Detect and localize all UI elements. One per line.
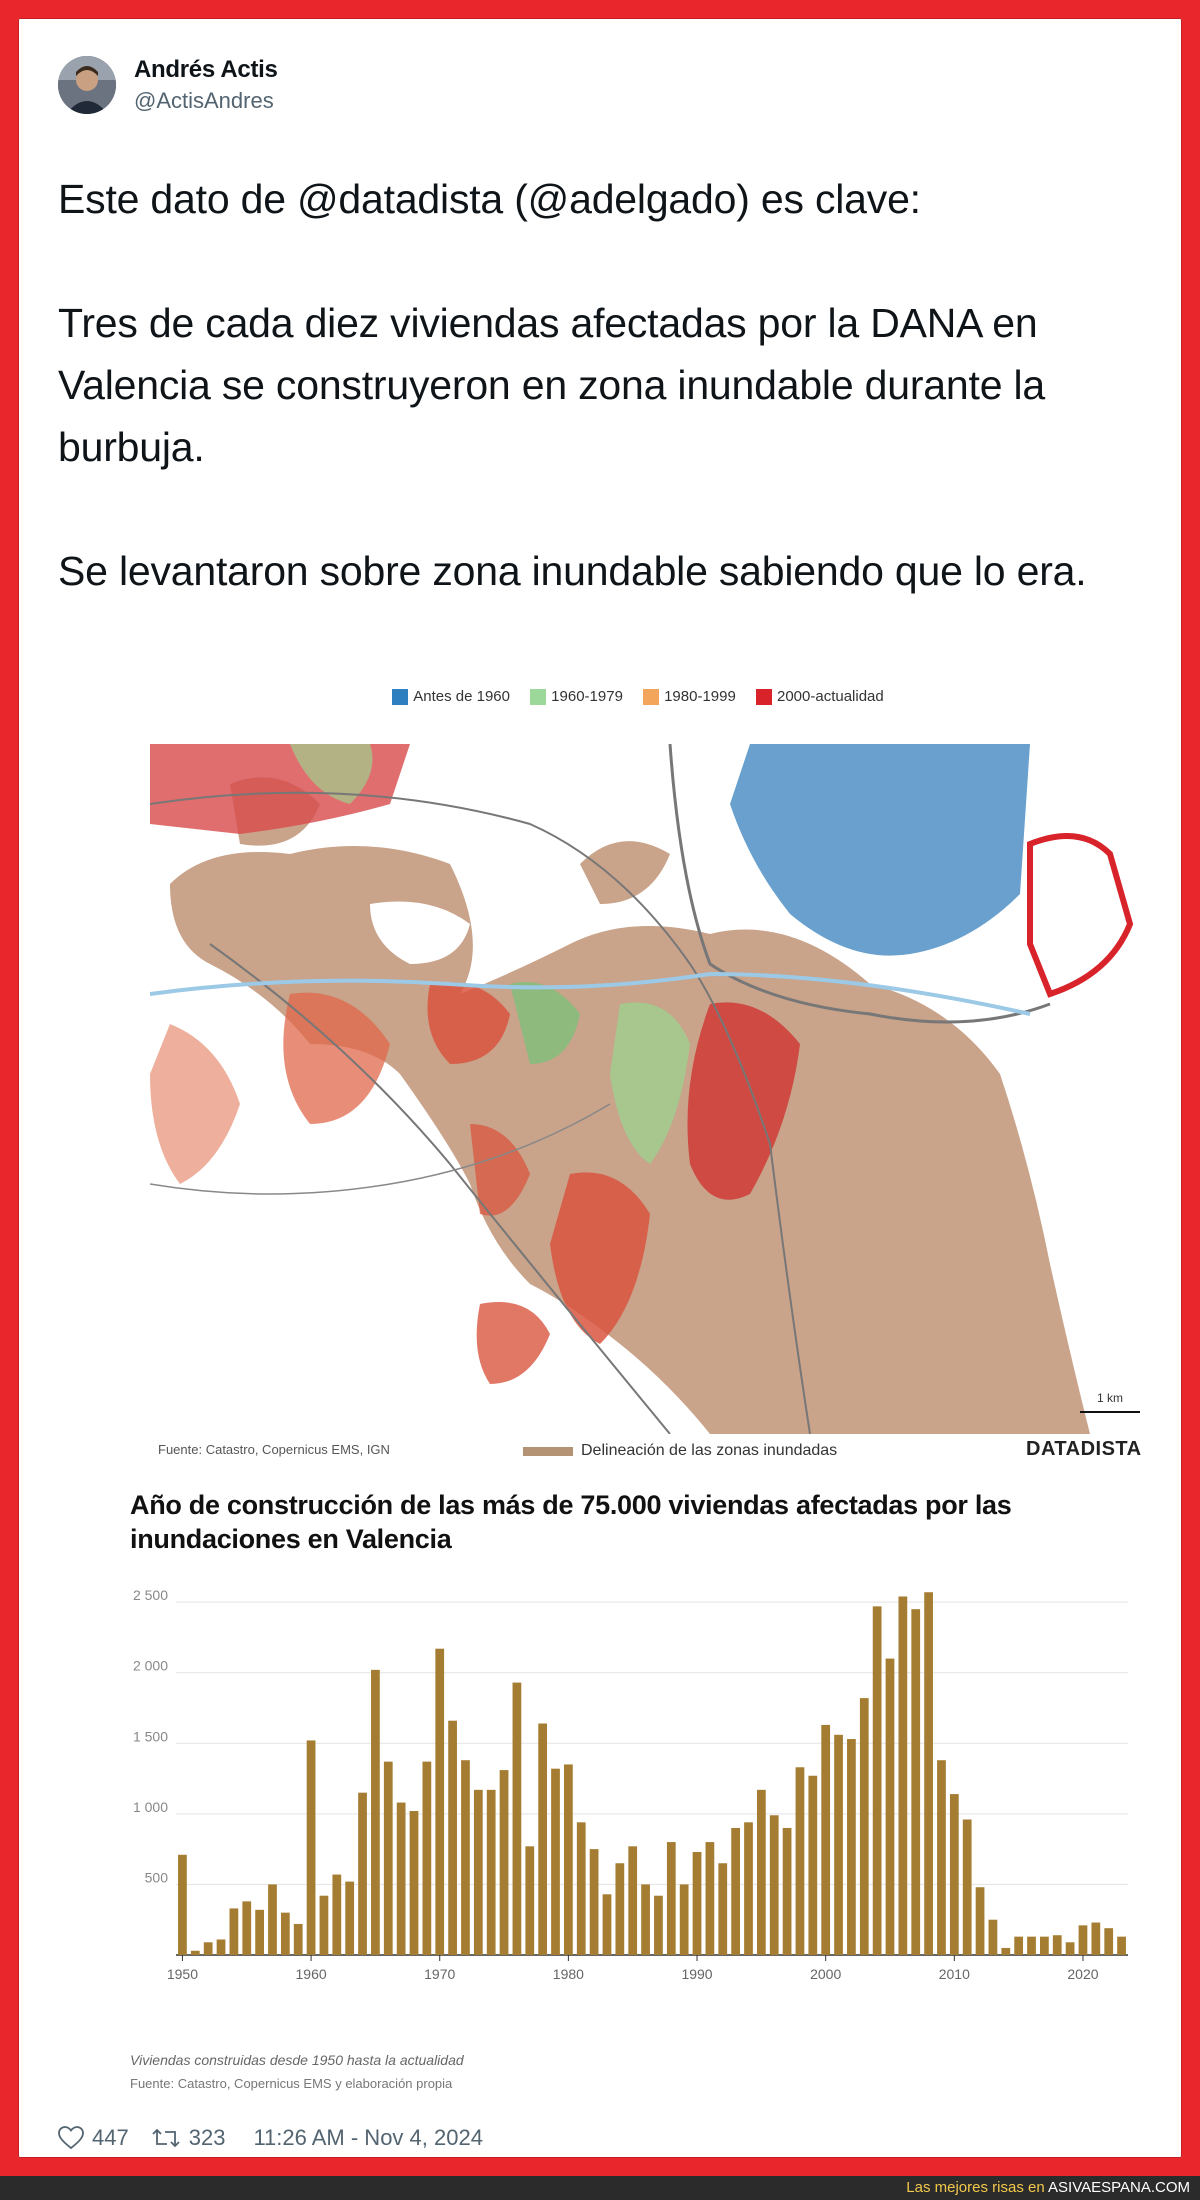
flood-legend-label: Delineación de las zonas inundadas <box>581 1442 838 1459</box>
author-name[interactable]: Andrés Actis <box>134 56 278 83</box>
bar-1985 <box>628 1846 637 1955</box>
bar-1963 <box>345 1882 354 1955</box>
bar-1999 <box>808 1776 817 1955</box>
bar-1965 <box>371 1670 380 1955</box>
legend-swatch <box>756 689 772 705</box>
legend-swatch <box>530 689 546 705</box>
avatar[interactable] <box>58 56 116 114</box>
bar-2014 <box>1001 1948 1010 1955</box>
x-tick-label: 2000 <box>810 1966 842 1982</box>
bar-1968 <box>410 1811 419 1955</box>
bar-2004 <box>873 1606 882 1955</box>
author-handle[interactable]: @ActisAndres <box>134 88 274 113</box>
bar-2023 <box>1117 1937 1126 1955</box>
chart-source: Fuente: Catastro, Copernicus EMS y elaboración propia <box>130 2076 453 2091</box>
bar-1996 <box>770 1815 779 1955</box>
chart-note: Viviendas construidas desde 1950 hasta la actualidad <box>130 2052 464 2068</box>
bar-1953 <box>217 1939 226 1955</box>
flood-legend <box>523 1442 837 1460</box>
tweet-text <box>58 168 1158 602</box>
bar-1961 <box>320 1896 329 1955</box>
bar-2018 <box>1053 1935 1062 1955</box>
bar-1979 <box>551 1769 560 1955</box>
bar-2010 <box>950 1794 959 1955</box>
y-tick-label: 1 500 <box>132 1728 168 1745</box>
bar-1970 <box>435 1649 444 1955</box>
bar-1957 <box>268 1884 277 1955</box>
banner-prefix: Las mejores risas en <box>906 2179 1049 2196</box>
bar-1969 <box>422 1762 431 1955</box>
bar-2019 <box>1066 1942 1075 1955</box>
avatar-image <box>58 56 116 114</box>
legend-label: 1960-1979 <box>551 688 623 705</box>
bar-1990 <box>693 1852 702 1955</box>
bar-2022 <box>1104 1928 1113 1955</box>
bar-2000 <box>821 1725 830 1955</box>
heart-icon <box>58 2126 84 2150</box>
bar-2001 <box>834 1735 843 1955</box>
retweet-count: 323 <box>188 2125 226 2150</box>
bar-1980 <box>564 1764 573 1955</box>
bar-1982 <box>590 1849 599 1955</box>
x-tick-label: 1960 <box>295 1966 327 1982</box>
bar-1992 <box>718 1863 727 1955</box>
y-tick-label: 2 500 <box>132 1587 168 1604</box>
flood-map <box>150 744 1158 1434</box>
tweet-paragraph: Se levantaron sobre zona inundable sabiendo que lo era. <box>58 548 1087 594</box>
bar-1993 <box>731 1828 740 1955</box>
bar-2002 <box>847 1739 856 1955</box>
legend-item <box>756 688 884 705</box>
y-tick-label: 500 <box>144 1869 168 1886</box>
bar-1998 <box>796 1767 805 1955</box>
bar-1960 <box>307 1740 316 1955</box>
map-scale-label: 1 km <box>1096 1391 1124 1405</box>
bar-2016 <box>1027 1937 1036 1955</box>
datadista-logo: DATADISTA <box>1026 1438 1142 1460</box>
legend-item <box>643 688 736 705</box>
bar-1966 <box>384 1762 393 1955</box>
bar-2020 <box>1079 1925 1088 1955</box>
legend-swatch <box>643 689 659 705</box>
y-tick-label: 2 000 <box>132 1657 168 1674</box>
bar-1950 <box>178 1855 187 1955</box>
bar-2006 <box>898 1596 907 1955</box>
banner-site[interactable]: ASIVAESPANA.COM <box>1048 2179 1190 2196</box>
like-count: 447 <box>92 2125 129 2150</box>
map-graphic <box>150 744 1158 1434</box>
bar-2017 <box>1040 1937 1049 1955</box>
retweet-icon <box>151 2126 181 2150</box>
legend-item <box>392 688 510 705</box>
bar-2012 <box>976 1887 985 1955</box>
bar-chart <box>118 1568 1158 2008</box>
bar-2015 <box>1014 1937 1023 1955</box>
legend-label: 2000-actualidad <box>776 688 884 705</box>
bar-1955 <box>242 1901 251 1955</box>
bar-1983 <box>603 1894 612 1955</box>
x-tick-label: 2010 <box>938 1966 970 1982</box>
bar-1973 <box>474 1790 483 1955</box>
legend-item <box>530 688 623 705</box>
bar-1967 <box>397 1803 406 1955</box>
tweet-actions <box>58 2120 483 2156</box>
bar-1994 <box>744 1822 753 1955</box>
bar-1962 <box>332 1875 341 1955</box>
bar-1989 <box>680 1884 689 1955</box>
bar-1959 <box>294 1924 303 1955</box>
retweet-button[interactable] <box>151 2125 226 2151</box>
bar-2013 <box>989 1920 998 1955</box>
bar-2021 <box>1091 1923 1100 1955</box>
bar-2009 <box>937 1760 946 1955</box>
bar-1958 <box>281 1913 290 1955</box>
bar-1974 <box>487 1790 496 1955</box>
bar-2007 <box>911 1609 920 1955</box>
site-banner[interactable] <box>0 2176 1200 2200</box>
bar-1954 <box>230 1908 239 1955</box>
bar-2008 <box>924 1592 933 1955</box>
x-tick-label: 1990 <box>681 1966 713 1982</box>
bar-2005 <box>886 1659 895 1955</box>
bar-1978 <box>538 1724 547 1955</box>
like-button[interactable] <box>58 2125 129 2151</box>
map-legend <box>118 688 1158 718</box>
flood-swatch <box>523 1447 573 1456</box>
bar-1984 <box>615 1863 624 1955</box>
bar-1964 <box>358 1793 367 1955</box>
legend-label: Antes de 1960 <box>413 688 510 705</box>
tweet-card <box>18 18 1182 2158</box>
legend-label: 1980-1999 <box>664 688 736 705</box>
bar-2011 <box>963 1819 972 1955</box>
bar-1997 <box>783 1828 792 1955</box>
bar-1988 <box>667 1842 676 1955</box>
tweet-media[interactable] <box>118 688 1158 2108</box>
bar-1956 <box>255 1910 264 1955</box>
bar-chart-plot <box>118 1568 1158 2008</box>
x-tick-label: 2020 <box>1067 1966 1099 1982</box>
bar-1986 <box>641 1884 650 1955</box>
bar-1981 <box>577 1822 586 1955</box>
bar-1987 <box>654 1896 663 1955</box>
bar-1975 <box>500 1770 509 1955</box>
x-tick-label: 1950 <box>166 1966 199 1982</box>
bar-2003 <box>860 1698 869 1955</box>
tweet-paragraph: Tres de cada diez viviendas afectadas por la DANA en Valencia se construyeron en zona inundable durante la burbuja. <box>58 300 1045 470</box>
bar-1952 <box>204 1942 213 1955</box>
bar-1991 <box>706 1842 715 1955</box>
x-tick-label: 1980 <box>552 1966 584 1982</box>
bar-1977 <box>525 1846 534 1955</box>
tweet-timestamp[interactable]: 11:26 AM - Nov 4, 2024 <box>253 2125 483 2150</box>
bar-1972 <box>461 1760 470 1955</box>
bar-1951 <box>191 1951 200 1955</box>
bar-1971 <box>448 1721 457 1955</box>
legend-swatch <box>392 689 408 705</box>
tweet-paragraph: Este dato de @datadista (@adelgado) es clave: <box>58 176 921 222</box>
y-tick-label: 1 000 <box>132 1798 168 1815</box>
bar-1995 <box>757 1790 766 1955</box>
x-tick-label: 1970 <box>424 1966 456 1982</box>
map-source: Fuente: Catastro, Copernicus EMS, IGN <box>158 1442 390 1457</box>
chart-title: Año de construcción de las más de 75.000 viviendas afectadas por las inundaciones en Valencia <box>130 1490 1012 1554</box>
bar-1976 <box>513 1683 522 1955</box>
